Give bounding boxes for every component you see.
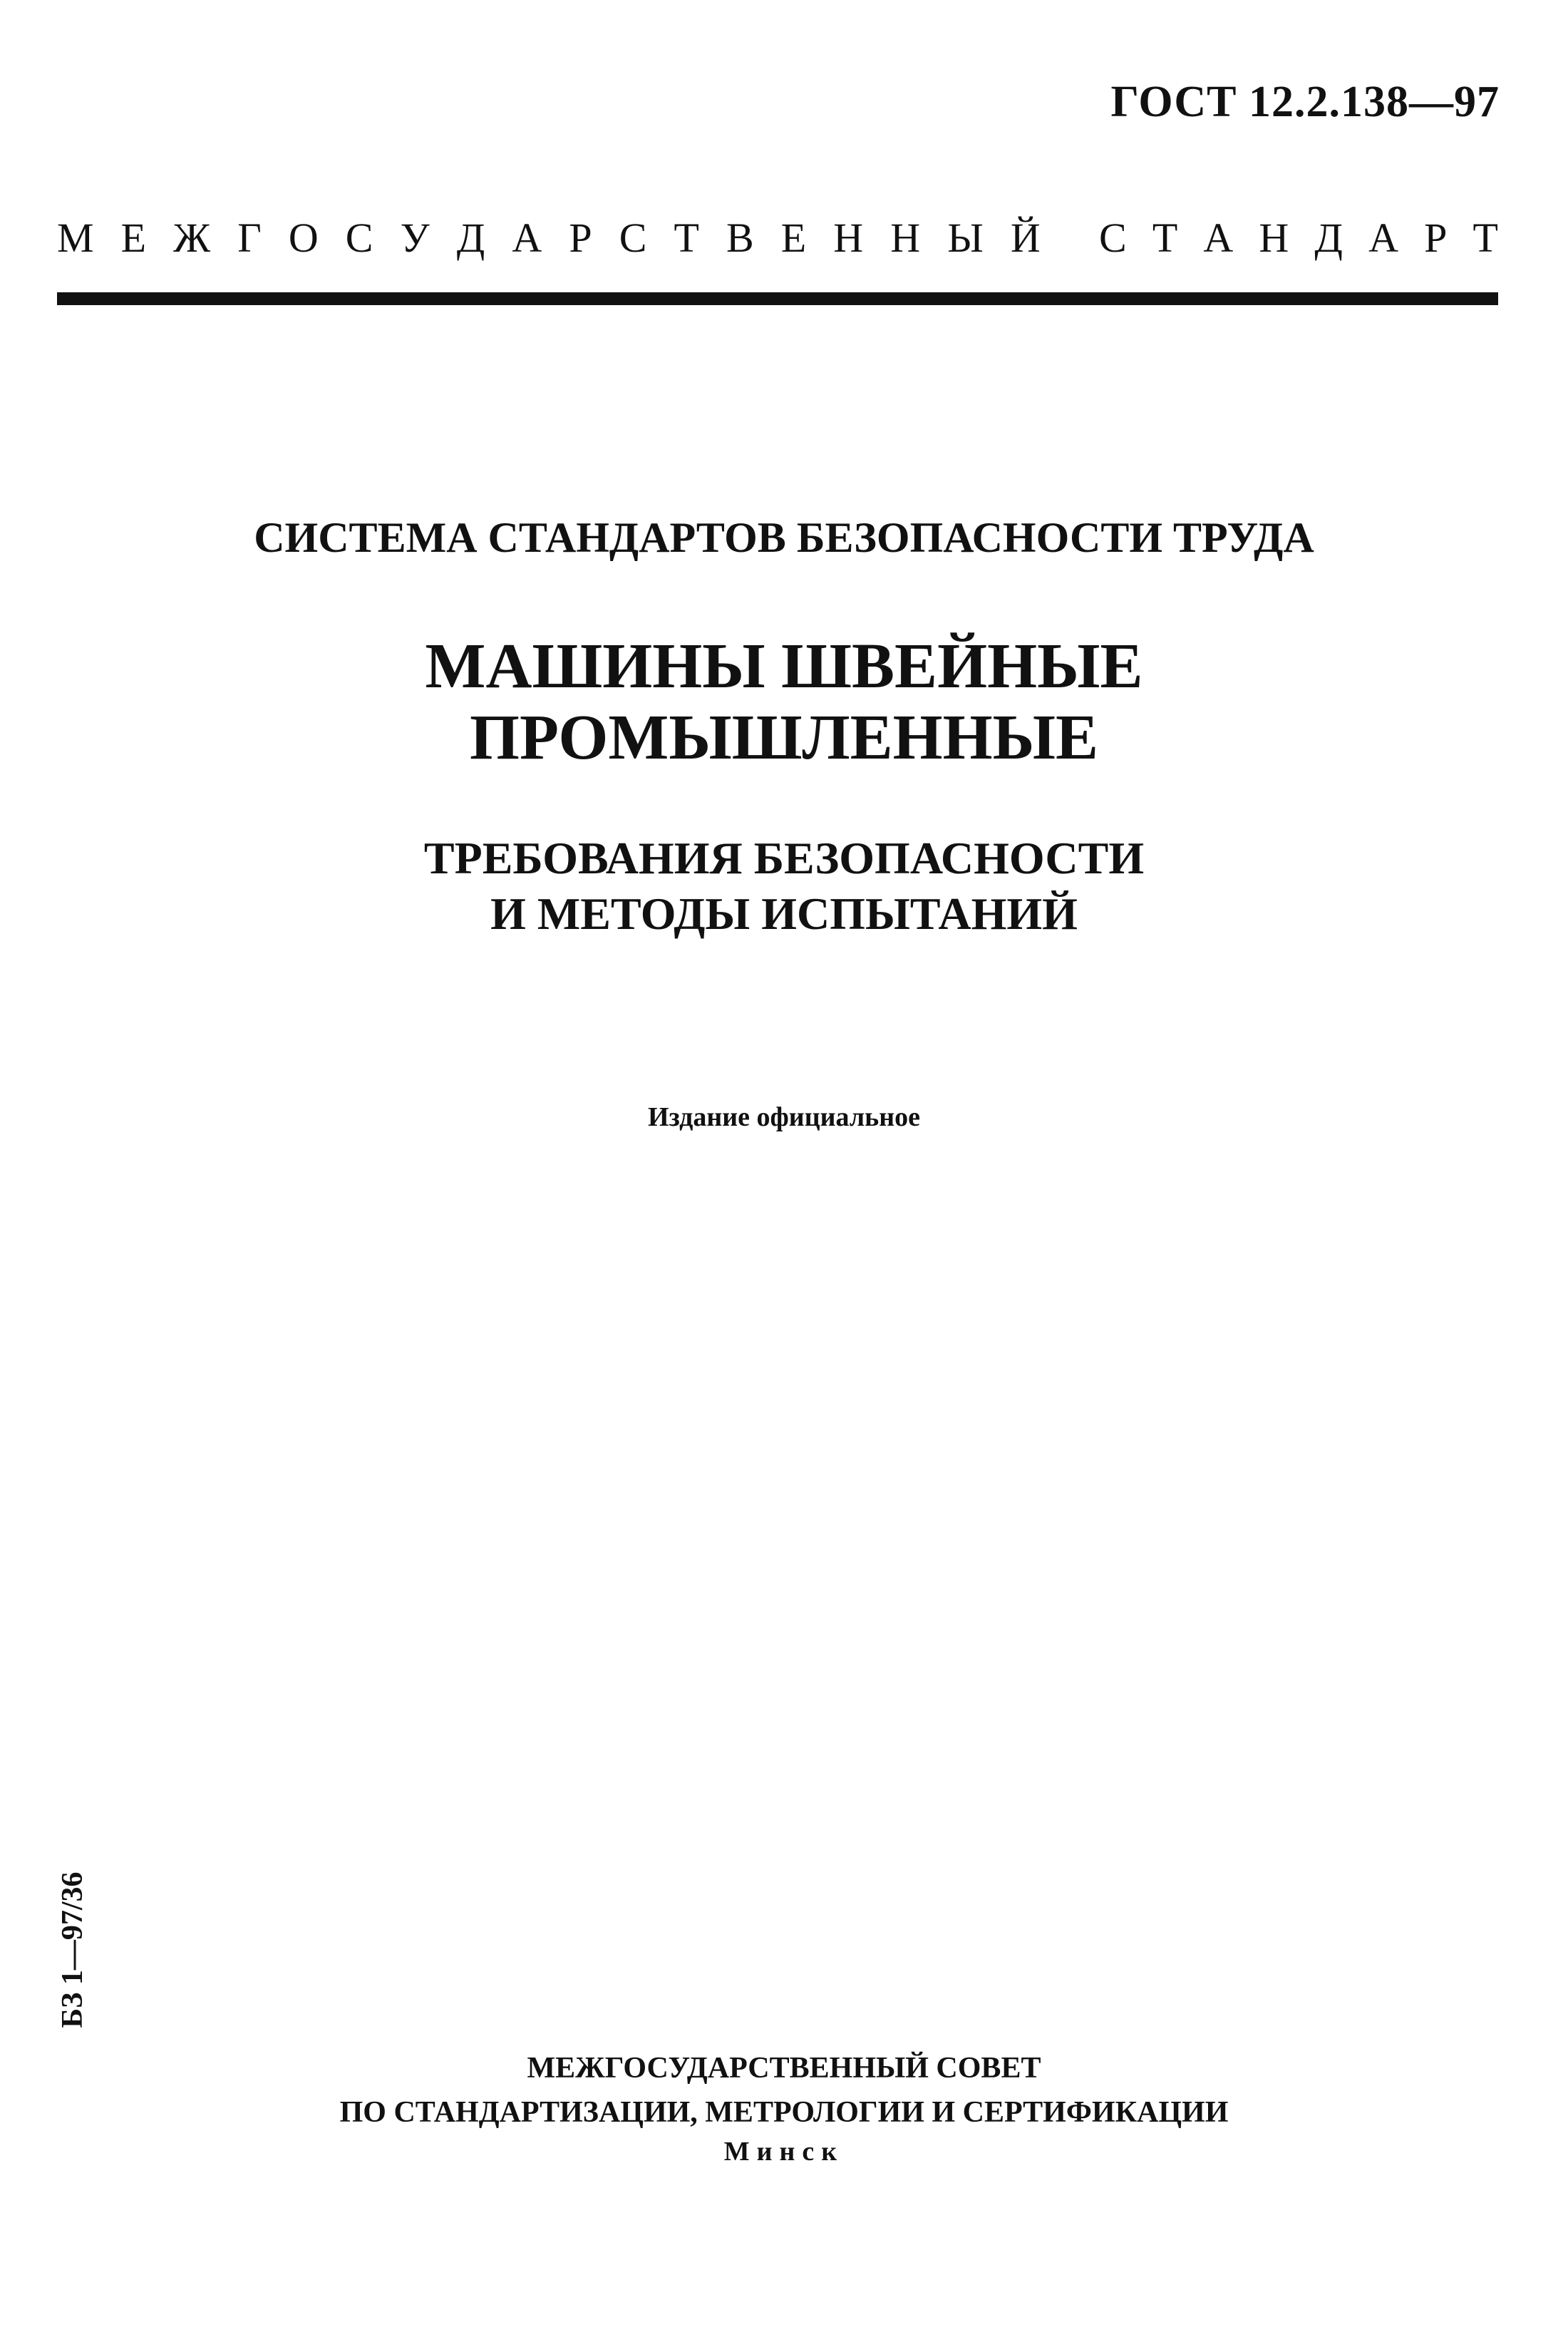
heading-letter: Ы: [947, 215, 984, 261]
heading-letter: Т: [674, 215, 699, 261]
heading-letter: Р: [569, 215, 592, 261]
heading-letter: А: [1203, 215, 1234, 261]
gost-code: ГОСТ 12.2.138—97: [1110, 78, 1500, 126]
heading-letter: А: [1368, 215, 1398, 261]
heading-letter: В: [726, 215, 754, 261]
heading-letter: Г: [237, 215, 262, 261]
heading-letter: Е: [780, 215, 807, 261]
header-rule: [57, 292, 1498, 305]
interstate-standard-heading: [57, 214, 1498, 262]
heading-letter: Ж: [173, 215, 211, 261]
document-title: [0, 631, 1568, 774]
heading-letter: О: [288, 215, 319, 261]
edition-note: Издание официальное: [647, 1102, 920, 1132]
heading-letter: Р: [1424, 215, 1448, 261]
document-title-line: МАШИНЫ ШВЕЙНЫЕ: [425, 631, 1143, 702]
heading-letter: Т: [1472, 215, 1498, 261]
heading-letter: Н: [1259, 215, 1289, 261]
heading-letter: Н: [890, 215, 921, 261]
heading-letter: Й: [1010, 215, 1041, 261]
document-subtitle: [0, 831, 1568, 942]
publisher-line: ПО СТАНДАРТИЗАЦИИ, МЕТРОЛОГИИ И СЕРТИФИКАЦИИ: [339, 2096, 1229, 2129]
heading-letter: Е: [120, 215, 147, 261]
publisher-line: МЕЖГОСУДАРСТВЕННЫЙ СОВЕТ: [527, 2052, 1041, 2085]
heading-letter: С: [345, 215, 373, 261]
heading-letter: Н: [833, 215, 864, 261]
heading-letter: С: [619, 215, 647, 261]
heading-letter: М: [57, 215, 94, 261]
publisher-city: Минск: [723, 2137, 845, 2167]
document-subtitle-line: И МЕТОДЫ ИСПЫТАНИЙ: [490, 888, 1078, 939]
heading-letter: Т: [1152, 215, 1178, 261]
series-title: СИСТЕМА СТАНДАРТОВ БЕЗОПАСНОСТИ ТРУДА: [254, 514, 1314, 561]
heading-letter: Д: [456, 215, 485, 261]
document-subtitle-line: ТРЕБОВАНИЯ БЕЗОПАСНОСТИ: [423, 833, 1145, 883]
side-catalog-code: БЗ 1—97/36: [56, 1871, 89, 2028]
publisher: [0, 2046, 1568, 2135]
document-title-line: ПРОМЫШЛЕННЫЕ: [469, 702, 1099, 773]
interstate-word: [57, 214, 1041, 262]
heading-letter: У: [400, 215, 430, 261]
heading-letter: Д: [1314, 215, 1343, 261]
standard-word: [1099, 214, 1498, 262]
heading-letter: С: [1099, 215, 1127, 261]
heading-letter: А: [512, 215, 542, 261]
